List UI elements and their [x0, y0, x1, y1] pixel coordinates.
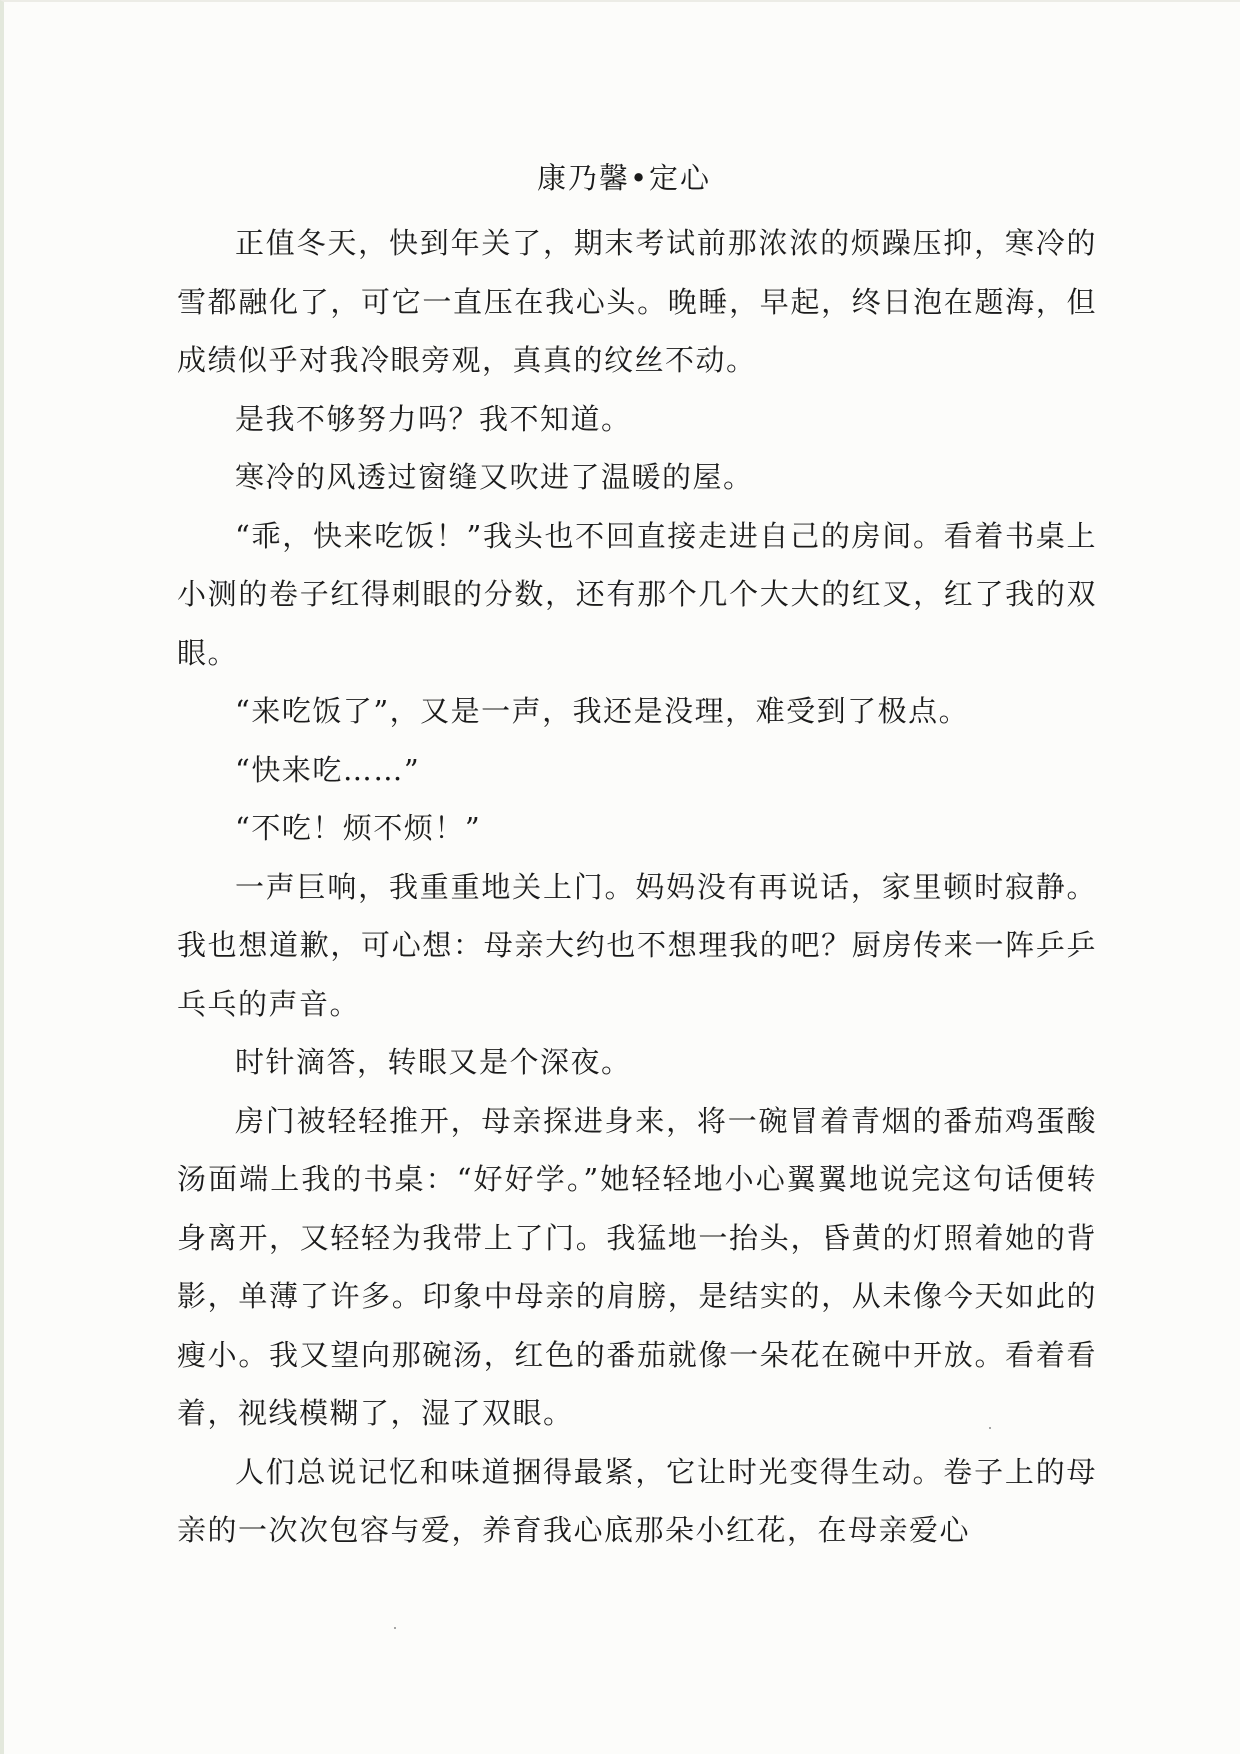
paragraph: 房门被轻轻推开，母亲探进身来，将一碗冒着青烟的番茄鸡蛋酸汤面端上我的书桌：“好好学。”她轻轻地小心翼翼地说完这句话便转身离开，又轻轻为我带上了门。我猛地一抬头，昏黄的灯照着她的背影，单薄了许多。印象中母亲的肩膀，是结实的，从未像今天如此的瘦小。我又望向那碗汤，红色的番茄就像一朵花在碗中开放。看着看着，视线模糊了，湿了双眼。 — [177, 1103, 1097, 1430]
essay-body — [177, 214, 1097, 1560]
essay-title: 康乃馨•定心 — [536, 161, 712, 195]
paragraph: 寒冷的风透过窗缝又吹进了温暖的屋。 — [235, 460, 754, 494]
scan-speck — [394, 1627, 396, 1629]
paragraph: “不吃！烦不烦！” — [235, 811, 482, 845]
scan-speck — [989, 1427, 991, 1429]
paragraph: “乖，快来吃饭！”我头也不回直接走进自己的房间。看着书桌上小测的卷子红得刺眼的分数，还有那个几个大大的红叉，红了我的双眼。 — [177, 518, 1097, 670]
paragraph: “快来吃……” — [235, 752, 421, 787]
paragraph: 是我不够努力吗？我不知道。 — [235, 401, 632, 436]
paragraph: “来吃饭了”，又是一声，我还是没理，难受到了极点。 — [235, 694, 970, 728]
paragraph: 一声巨响，我重重地关上门。妈妈没有再说话，家里顿时寂静。我也想道歉，可心想：母亲大约也不想理我的吧？厨房传来一阵乒乒乓乓的声音。 — [177, 869, 1097, 1021]
paragraph: 时针滴答，转眼又是个深夜。 — [235, 1045, 632, 1079]
paragraph: 人们总说记忆和味道捆得最紧，它让时光变得生动。卷子上的母亲的一次次包容与爱，养育我心底那朵小红花，在母亲爱心 — [177, 1454, 1097, 1547]
paragraph: 正值冬天，快到年关了，期末考试前那浓浓的烦躁压抑，寒冷的雪都融化了，可它一直压在我心头。晚睡，早起，终日泡在题海，但成绩似乎对我冷眼旁观，真真的纹丝不动。 — [177, 226, 1097, 377]
